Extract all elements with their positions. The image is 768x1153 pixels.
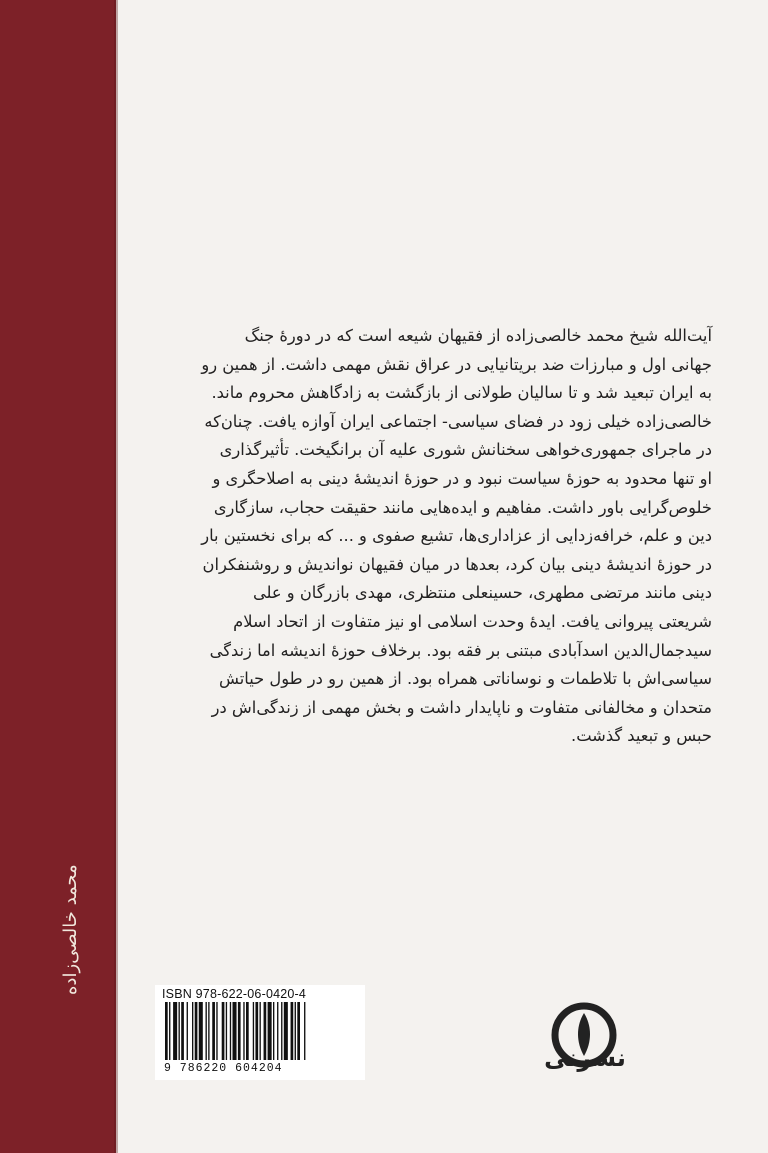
isbn-label: ISBN 978-622-06-0420-4 bbox=[162, 987, 307, 1001]
blurb-line: جهانی اول و مبارزات ضد بریتانیایی در عراق نقش مهمی داشت. از همین رو bbox=[201, 354, 712, 374]
blurb-line: متحدان و مخالفانی متفاوت و ناپایدار داشت و بخش مهمی از زندگی‌اش در bbox=[211, 697, 712, 717]
blurb-line: خالصی‌زاده خیلی زود در فضای سیاسی- اجتماعی ایران آوازه یافت. چنان‌که bbox=[204, 411, 712, 431]
blurb-line: سیاسی‌اش با تلاطمات و نوساناتی همراه بود. از همین رو در طول حیاتش bbox=[219, 669, 712, 689]
blurb-line: در ماجرای جمهوری‌خواهی سخنانش شوری علیه آن برانگیخت. تأثیرگذاری bbox=[219, 440, 712, 460]
blurb-line: در حوزهٔ اندیشهٔ دینی بیان کرد، بعدها در میان فقیهان نواندیش و روشنفکران bbox=[202, 554, 712, 574]
spine-edge-shadow bbox=[114, 0, 118, 1153]
blurb-line: حبس و تبعید گذشت. bbox=[571, 726, 712, 746]
back-cover-blurb bbox=[160, 322, 712, 751]
spine-author-signature: محمد خالصی‌زاده bbox=[60, 864, 81, 995]
blurb-line: دینی مانند مرتضی مطهری، حسینعلی منتظری، مهدی بازرگان و علی bbox=[252, 583, 712, 603]
barcode-bars bbox=[161, 1002, 361, 1060]
blurb-line: شریعتی پیروانی یافت. ایدهٔ وحدت اسلامی او نیز متفاوت از اتحاد اسلام bbox=[233, 611, 712, 631]
blurb-line: او تنها محدود به حوزهٔ سیاست نبود و در حوزهٔ اندیشهٔ دینی به اصلاحگری و bbox=[212, 468, 712, 488]
spine-band bbox=[0, 0, 116, 1153]
blurb-line: دین و علم، خرافه‌زدایی از عزاداری‌ها، تشیع صفوی و ... که برای نخستین بار bbox=[201, 526, 712, 546]
blurb-line: خلوص‌گرایی باور داشت. مفاهیم و ایده‌هایی مانند حقیقت حجاب، سازگاری bbox=[213, 497, 712, 517]
isbn-barcode-block bbox=[155, 985, 365, 1080]
barcode-digits: 9 786220 604204 bbox=[164, 1062, 283, 1075]
publisher-name: نشرنی bbox=[544, 1044, 626, 1072]
blurb-line: سیدجمال‌الدین اسدآبادی مبتنی بر فقه بود. برخلاف حوزهٔ اندیشه اما زندگی bbox=[209, 640, 712, 660]
blurb-line: آیت‌الله شیخ محمد خالصی‌زاده از فقیهان شیعه است که در دورهٔ جنگ bbox=[244, 326, 712, 345]
blurb-line: به ایران تبعید شد و تا سالیان طولانی از بازگشت به زادگاهش محروم ماند. bbox=[211, 383, 712, 403]
